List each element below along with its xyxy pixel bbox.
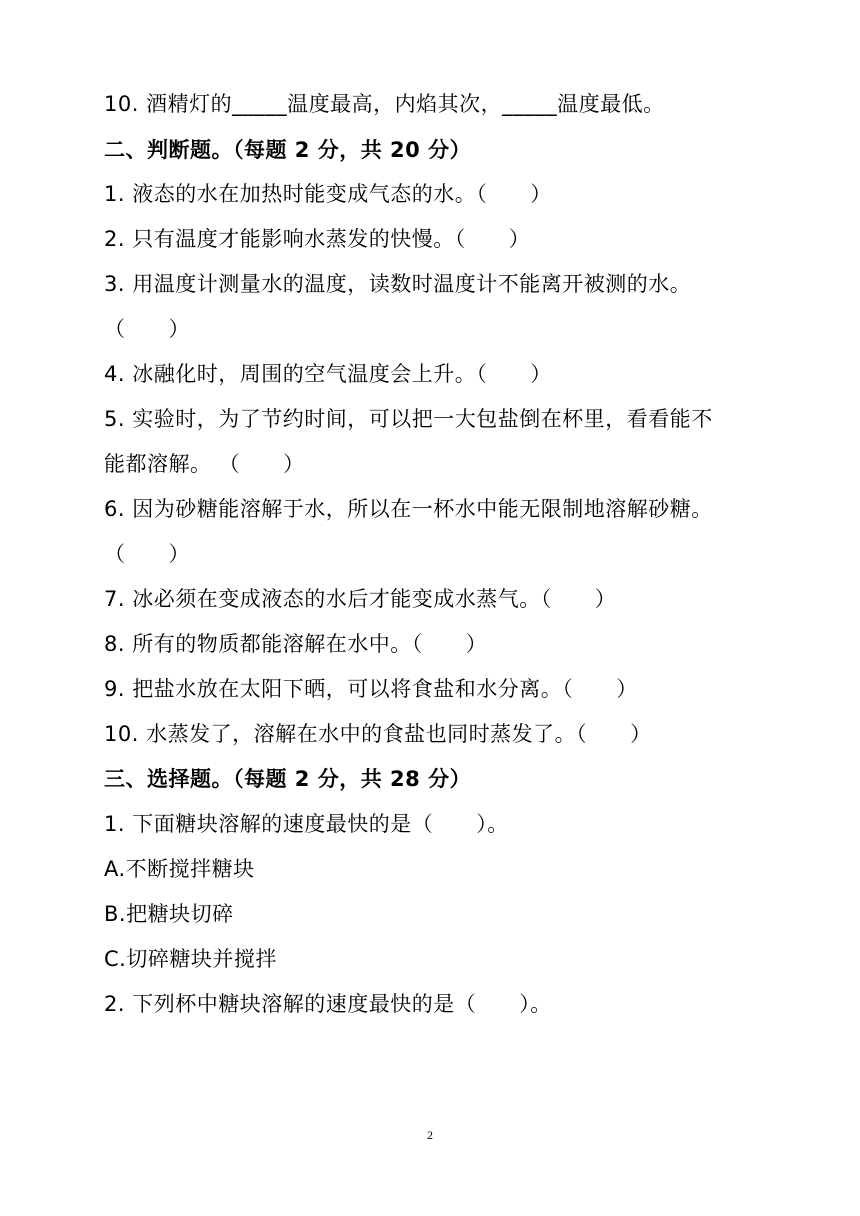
judgment-question-6-blank: （ ） xyxy=(104,542,190,566)
judgment-question-6: 6. 因为砂糖能溶解于水，所以在一杯水中能无限制地溶解砂糖。 xyxy=(104,497,713,521)
page-number: 2 xyxy=(427,1128,433,1142)
section-heading-choice: 三、选择题。（每题 2 分，共 28 分） xyxy=(104,767,472,791)
section-heading-judgment: 二、判断题。（每题 2 分，共 20 分） xyxy=(104,138,472,162)
choice-question-1: 1. 下面糖块溶解的速度最快的是（ ）。 xyxy=(104,812,509,836)
judgment-question-8: 8. 所有的物质都能溶解在水中。（ ） xyxy=(104,632,488,656)
judgment-question-3-blank: （ ） xyxy=(104,317,190,341)
judgment-question-1: 1. 液态的水在加热时能变成气态的水。（ ） xyxy=(104,182,552,206)
fill-blank-question-10: 10. 酒精灯的_____温度最高，内焰其次，_____温度最低。 xyxy=(104,92,665,116)
judgment-question-5-cont: 能都溶解。 （ ） xyxy=(104,452,305,476)
judgment-question-2: 2. 只有温度才能影响水蒸发的快慢。（ ） xyxy=(104,227,531,251)
choice-question-2: 2. 下列杯中糖块溶解的速度最快的是（ ）。 xyxy=(104,992,552,1016)
choice-option-a: A.不断搅拌糖块 xyxy=(104,857,255,881)
judgment-question-5: 5. 实验时，为了节约时间，可以把一大包盐倒在杯里，看看能不 xyxy=(104,407,713,431)
judgment-question-4: 4. 冰融化时，周围的空气温度会上升。（ ） xyxy=(104,362,552,386)
choice-option-c: C.切碎糖块并搅拌 xyxy=(104,947,277,971)
judgment-question-9: 9. 把盐水放在太阳下晒，可以将食盐和水分离。（ ） xyxy=(104,677,638,701)
judgment-question-10: 10. 水蒸发了，溶解在水中的食盐也同时蒸发了。（ ） xyxy=(104,722,652,746)
judgment-question-3: 3. 用温度计测量水的温度，读数时温度计不能离开被测的水。 xyxy=(104,272,692,296)
choice-option-b: B.把糖块切碎 xyxy=(104,902,234,926)
judgment-question-7: 7. 冰必须在变成液态的水后才能变成水蒸气。（ ） xyxy=(104,587,617,611)
